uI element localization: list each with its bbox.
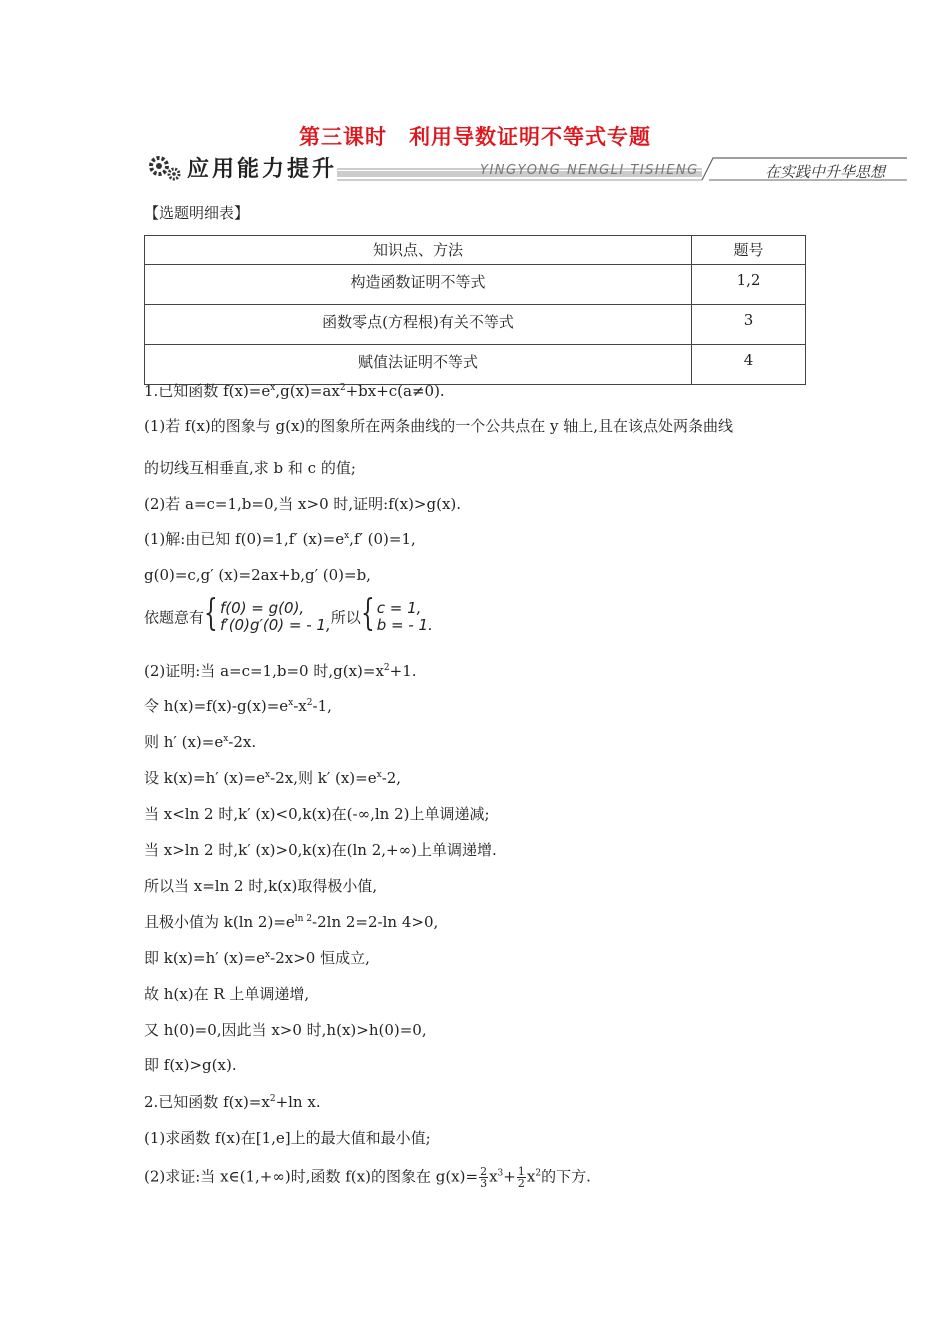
table-row [145,265,806,305]
solution-line: 则 h′ $(x)=e^x-2x$. [144,733,257,751]
solution-line: 又 h(0)=0,因此当 x>0 时,h(x)>h(0)=0, [144,1021,427,1039]
problem-2-part-2: (2)求证:当 x∈(1,+∞)时,函数 f(x)的图象在 g(x)= $\frac{2}{3}$ $x^3+$ $\frac{1}{2}$ $x^2$的下方. [144,1165,591,1190]
equation-system-line: 依题意有 { f(0) = g(0), f′(0)g′(0) = - 1, 所以 { c = 1, b = - 1. [144,593,433,634]
solution-line: 当 x>ln 2 时,k′ (x)>0,k(x)在(ln 2,+∞)上单调递增. [144,841,497,859]
solution-line: 设 k(x)=h′ $(x)=e^x-2x$,则 k′ $(x)=e^x-2$, [144,769,402,787]
solution-line: 当 x<ln 2 时,k′ (x)<0,k(x)在(-∞,ln 2)上单调递减; [144,805,490,823]
solution-line: 即 k(x)=h′ $(x)=e^x-2x>0$ 恒成立, [144,949,370,967]
table-cell: 赋值法证明不等式 [145,345,692,385]
page-title: 第三课时 利用导数证明不等式专题 [299,125,651,149]
problem-1-part-1: (1)若 f(x)的图象与 g(x)的图象所在两条曲线的一个公共点在 y 轴上,且在该点处两条曲线 [144,417,734,435]
table-header-row [145,236,806,265]
solution-line: 故 h(x)在 R 上单调递增, [144,985,310,1003]
equation-system-1: { f(0) = g(0), f′(0)g′(0) = - 1, [204,593,331,634]
table-row [145,305,806,345]
equation-system-2: { c = 1, b = - 1. [360,593,433,634]
table-row [145,345,806,385]
problem-2-statement: 2.已知函数 $f(x)=x^2+\ln$ x. [144,1093,321,1111]
table-header-cell: 知识点、方法 [145,236,692,265]
banner-pinyin: YINGYONG NENGLI TISHENG [480,163,699,178]
problem-2-part-1: (1)求函数 f(x)在[1,e]上的最大值和最小值; [144,1129,431,1147]
table-cell: 函数零点(方程根)有关不等式 [145,305,692,345]
banner-heading: 应用能力提升 [187,157,338,182]
solution-line: 且极小值为 k(ln $2)=e^{ln 2}-2\ln$ 2=2-ln 4>0, [144,913,439,931]
solution-line: 即 f(x)>g(x). [144,1056,237,1074]
section-banner [147,150,907,186]
table-cell: 1,2 [692,265,806,305]
table-label: 【选题明细表】 [144,204,250,222]
table-header-cell: 题号 [692,236,806,265]
solution-line: 所以当 x=ln 2 时,k(x)取得极小值, [144,877,378,895]
table-cell: 构造函数证明不等式 [145,265,692,305]
solution-line: (1)解:由已知 f(0)=1,f′ $(x)=e^x,f'$ (0)=1, [144,530,416,548]
problem-1-part-1-cont: 的切线互相垂直,求 b 和 c 的值; [144,459,356,477]
solution-line: 令 $h(x)=f(x)-g(x)=e^x-x^2-1$, [144,697,332,715]
problem-1-statement: 1.已知函数 $f(x)=e^x,g(x)=ax^2+bx+c(a\ne 0)$. [144,382,445,400]
table-cell: 4 [692,345,806,385]
table-cell: 3 [692,305,806,345]
problem-1-part-2: (2)若 a=c=1,b=0,当 x>0 时,证明:f(x)>g(x). [144,495,462,513]
gears-icon [147,152,183,182]
topic-table [144,235,806,385]
banner-slogan: 在实践中升华思想 [765,163,886,181]
solution-line: (2)证明:当 a=c=1,b=0 时$,g(x)=x^2+1$. [144,662,417,680]
solution-line: g(0)=c,g′ (x)=2ax+b,g′ (0)=b, [144,566,371,584]
